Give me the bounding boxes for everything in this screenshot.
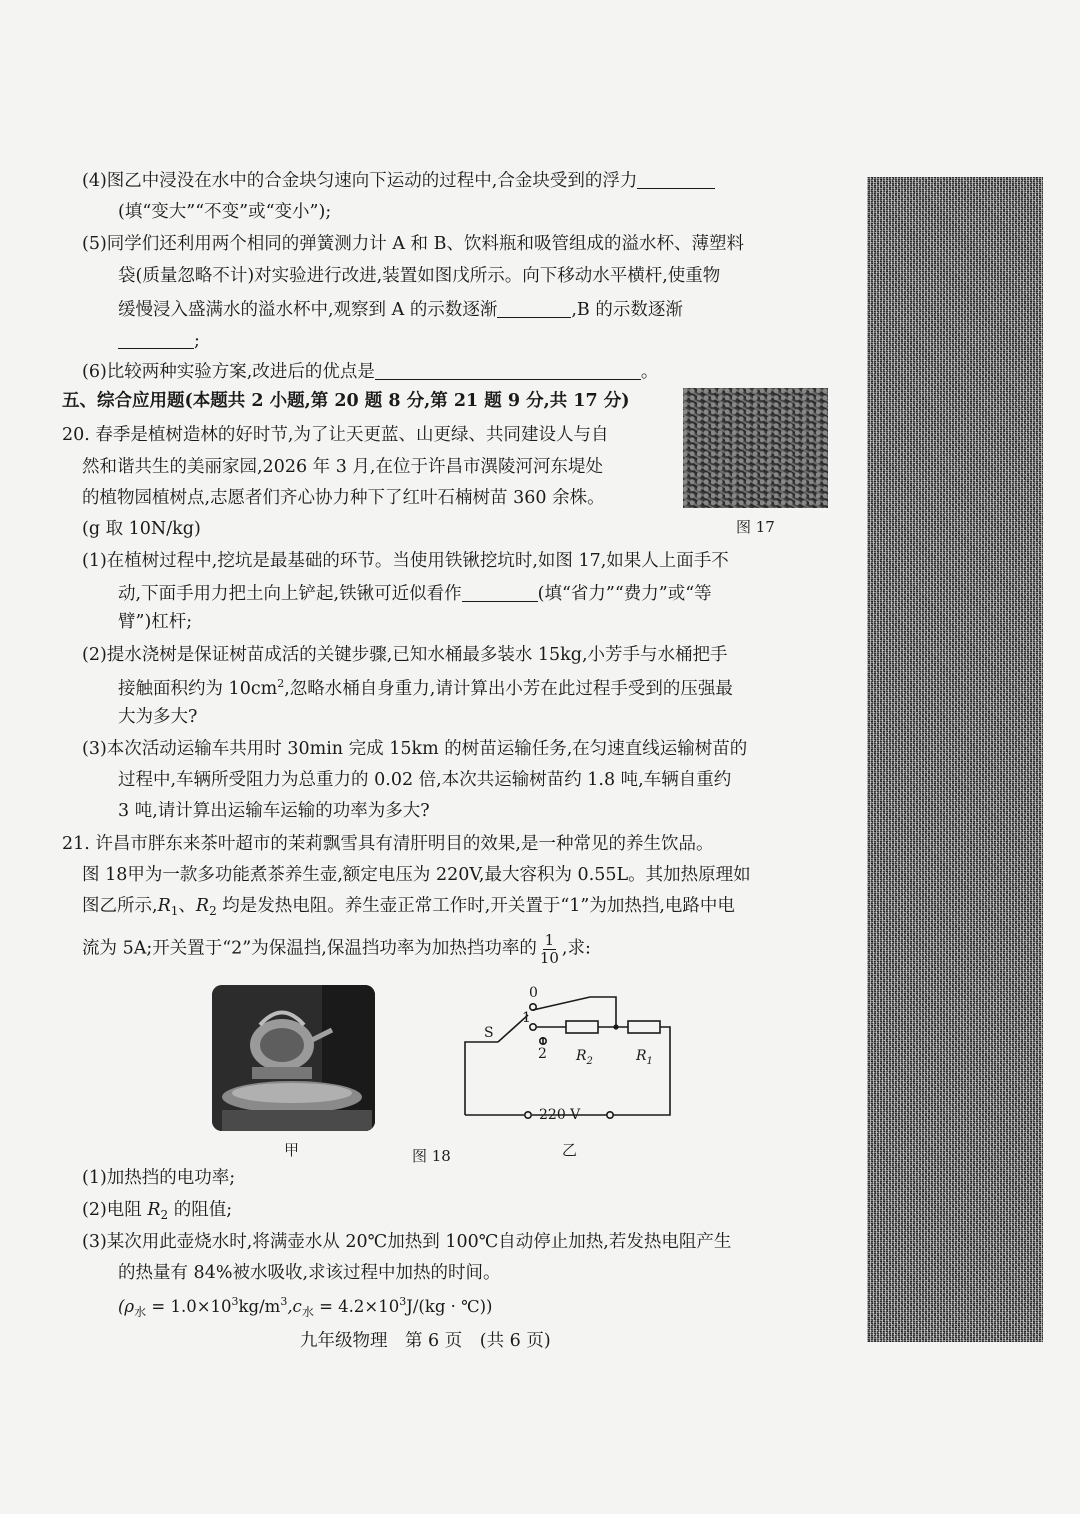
- answer-blank[interactable]: [375, 362, 641, 380]
- q19-part6: (6)比较两种实验方案,改进后的优点是 。: [82, 362, 659, 382]
- switch-label: S: [484, 1025, 494, 1041]
- q21-stem-line3: 图乙所示$,R_1$、$R_2$ 均是发热电阻。养生壶正常工作时,开关置于“1”为加热挡,电路中电: [82, 896, 735, 918]
- q20-sub2-line2: 接触面积约为 $10cm^2$,忽略水桶自身重力,请计算出小芳在此过程手受到的压强最: [118, 677, 733, 699]
- q19-part5-line3: 缓慢浸入盛满水的溢水杯中,观察到 A 的示数逐渐 ,B 的示数逐渐: [118, 300, 683, 320]
- figure-18-caption: 图 18: [412, 1147, 451, 1165]
- terminal-2-label: 2: [538, 1046, 547, 1062]
- answer-blank[interactable]: [118, 331, 194, 349]
- one-tenth-fraction: $\frac{1}{10}$: [539, 931, 559, 967]
- q21-stem-line4: 流为 5A;开关置于“2”为保温挡,保温挡功率为加热挡功率的 $\frac{1}{10}$ ,求:: [82, 931, 591, 967]
- figure-17-caption: 图 17: [736, 518, 775, 536]
- terminal-1-label: 1: [522, 1010, 531, 1026]
- q19-part5-line4: ;: [118, 331, 200, 351]
- circuit-diagram: [450, 985, 690, 1135]
- q19-part5-line1: (5)同学们还利用两个相同的弹簧测力计 A 和 B、饮料瓶和吸管组成的溢水杯、薄塑料: [82, 234, 744, 254]
- q19-part4-line2: (填“变大”“不变”或“变小”);: [118, 202, 332, 222]
- q21-sub2: (2)电阻 $R_2$ 的阻值;: [82, 1200, 233, 1222]
- q21-sub3-line2: 的热量有 84%被水吸收,求该过程中加热的时间。: [118, 1263, 501, 1283]
- r1-label: $R_1$: [636, 1048, 653, 1067]
- page-footer: 九年级物理 第 6 页 (共 6 页): [300, 1331, 551, 1351]
- q19-part5-line2: 袋(质量忽略不计)对实验进行改进,装置如图戊所示。向下移动水平横杆,使重物: [118, 266, 721, 286]
- q20-stem-line1: 20. 春季是植树造林的好时节,为了让天更蓝、山更绿、共同建设人与自: [62, 425, 609, 445]
- q21-stem-line2: 图 18甲为一款多功能煮茶养生壶,额定电压为 220V,最大容积为 0.55L。其加热原理如: [82, 865, 751, 885]
- q21-sub3-line1: (3)某次用此壶烧水时,将满壶水从 20℃加热到 100℃自动停止加热,若发热电阻产生: [82, 1232, 732, 1252]
- section-heading: 五、综合应用题(本题共 2 小题,第 20 题 8 分,第 21 题 9 分,共 17 分): [62, 391, 630, 411]
- q20-stem-line4: (g 取 10N/kg): [82, 519, 201, 539]
- answer-blank[interactable]: [497, 300, 571, 318]
- terminal-0-label: 0: [529, 985, 538, 1001]
- figure-jia-label: 甲: [284, 1141, 300, 1159]
- tea-kettle-photo: [212, 985, 375, 1131]
- answer-blank[interactable]: [637, 171, 715, 189]
- q21-stem-line1: 21. 许昌市胖东来茶叶超市的茉莉飘雪具有清肝明目的效果,是一种常见的养生饮品。: [62, 834, 714, 854]
- q20-sub3-line1: (3)本次活动运输车共用时 30min 完成 15km 的树苗运输任务,在匀速直线运输树苗的: [82, 739, 748, 759]
- q20-sub1-line1: (1)在植树过程中,挖坑是最基础的环节。当使用铁锹挖坑时,如图 17,如果人上面手不: [82, 551, 729, 571]
- figure-yi-label: 乙: [562, 1141, 578, 1159]
- answer-blank[interactable]: [462, 584, 538, 602]
- kettle-illustration: [212, 985, 375, 1131]
- q19-part4-line1: (4)图乙中浸没在水中的合金块匀速向下运动的过程中,合金块受到的浮力: [82, 171, 715, 191]
- scan-noise-margin: [867, 177, 1043, 1342]
- q20-stem-line3: 的植物园植树点,志愿者们齐心协力种下了红叶石楠树苗 360 余株。: [82, 488, 605, 508]
- q20-sub2-line3: 大为多大?: [118, 707, 198, 727]
- q20-sub1-line2: 动,下面手用力把土向上铲起,铁锹可近似看作 (填“省力”“费力”或“等: [118, 584, 712, 604]
- q20-sub3-line2: 过程中,车辆所受阻力为总重力的 0.02 倍,本次共运输树苗约 1.8 吨,车辆自重约: [118, 770, 732, 790]
- r2-label: $R_2$: [576, 1048, 593, 1067]
- q21-constants: ($\rho_水 = 1.0\times 10^3kg/m^3,c_水 = 4.2\times 10^3J/(kg$ · ℃)): [118, 1295, 493, 1319]
- voltage-label: 220 V: [539, 1107, 581, 1123]
- q20-sub1-line3: 臂”)杠杆;: [118, 612, 193, 632]
- shovel-photo-figure-17: [683, 388, 828, 508]
- q21-sub1: (1)加热挡的电功率;: [82, 1168, 236, 1188]
- q20-stem-line2: 然和谐共生的美丽家园,2026 年 3 月,在位于许昌市潩陵河河东堤处: [82, 457, 603, 477]
- q20-sub3-line3: 3 吨,请计算出运输车运输的功率为多大?: [118, 801, 430, 821]
- q20-sub2-line1: (2)提水浇树是保证树苗成活的关键步骤,已知水桶最多装水 15kg,小芳手与水桶把手: [82, 645, 728, 665]
